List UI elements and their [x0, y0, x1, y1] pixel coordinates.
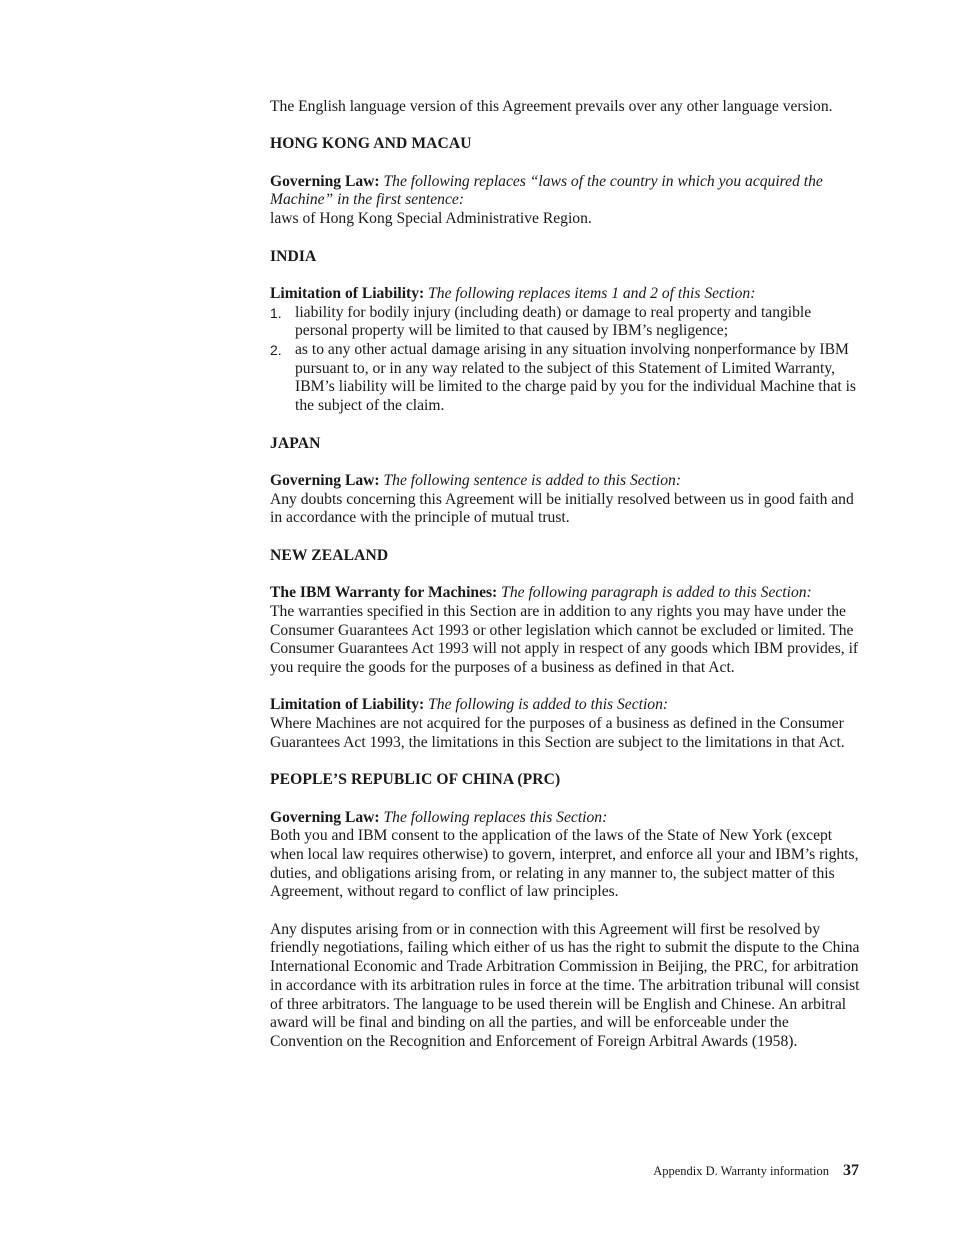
footer-section-title: Appendix D. Warranty information — [653, 1164, 829, 1178]
nz-liability-body: Where Machines are not acquired for the purposes of a business as defined in the Consumer Guarantees Act 1993, the limitations in this Section are subject to the limitations in that Act. — [270, 715, 845, 751]
list-item-text: as to any other actual damage arising in any situation involving nonperformance by IBM pursuant to, or in any way related to the subject of this Statement of Limited Warranty, IBM’s liability will be limited to the charge paid by you for the individual Machine that is the subject of the claim. — [295, 341, 856, 415]
hk-lead-bold: Governing Law: — [270, 172, 380, 190]
prc-heading: PEOPLE’S REPUBLIC OF CHINA (PRC) — [270, 771, 561, 789]
nz-liability-bold: Limitation of Liability: — [270, 696, 425, 714]
page-footer — [653, 1162, 859, 1180]
prc-body-1: Both you and IBM consent to the application of the laws of the State of New York (except when local law requires otherwise) to govern, interpret, and enforce all your and IBM’s rights, duties, and obligations arising from, or relating in any manner to, the subject matter of this Agreement, without regard to conflict of law principles. — [270, 827, 859, 901]
japan-lead-bold: Governing Law: — [270, 471, 380, 489]
hk-governing-law-lead — [270, 173, 862, 210]
india-liability-lead — [270, 285, 862, 304]
japan-heading: JAPAN — [270, 434, 321, 452]
list-item-number: 2. — [270, 342, 282, 359]
hk-heading: HONG KONG AND MACAU — [270, 135, 472, 153]
india-list — [270, 304, 862, 416]
japan-governing-law-lead — [270, 472, 862, 491]
document-body — [270, 98, 862, 1070]
intro-paragraph: The English language version of this Agreement prevails over any other language version. — [270, 98, 833, 115]
nz-warranty-italic: The following paragraph is added to this Section: — [501, 584, 812, 602]
prc-lead-italic: The following replaces this Section: — [383, 808, 608, 826]
india-heading: INDIA — [270, 247, 317, 265]
list-item-text: liability for bodily injury (including death) or damage to real property and tangible personal property will be limited to that caused by IBM’s negligence; — [295, 303, 812, 340]
nz-liability-lead — [270, 696, 862, 715]
page-number: 37 — [843, 1162, 859, 1179]
japan-lead-italic: The following sentence is added to this Section: — [383, 471, 682, 489]
india-lead-bold: Limitation of Liability: — [270, 284, 425, 302]
nz-warranty-lead — [270, 584, 862, 603]
prc-lead-bold: Governing Law: — [270, 808, 380, 826]
nz-warranty-bold: The IBM Warranty for Machines: — [270, 584, 498, 602]
list-item — [270, 304, 862, 341]
nz-warranty-body: The warranties specified in this Section are in addition to any rights you may have under the Consumer Guarantees Act 1993 or other legislation which cannot be excluded or limited. The Consumer Guarantees Act 1993 will not apply in respect of any goods which IBM provides, if you require the goods for the purposes of a business as defined in that Act. — [270, 602, 859, 676]
hk-body: laws of Hong Kong Special Administrative Region. — [270, 210, 592, 228]
nz-liability-italic: The following is added to this Section: — [428, 696, 669, 714]
nz-heading: NEW ZEALAND — [270, 546, 389, 564]
japan-body: Any doubts concerning this Agreement will be initially resolved between us in good faith and in accordance with the principle of mutual trust. — [270, 490, 854, 527]
prc-body-2: Any disputes arising from or in connection with this Agreement will first be resolved by friendly negotiations, failing which either of us has the right to submit the dispute to the China International Economic and Trade Arbitration Commission in Beijing, the PRC, for arbitration in accordance with its arbitration rules in force at the time. The arbitration tribunal will consist of three arbitrators. The language to be used therein will be English and Chinese. An arbitral award will be final and binding on all the parties, and will be enforceable under the Convention on the Recognition and Enforcement of Foreign Arbitral Awards (1958). — [270, 920, 860, 1050]
prc-governing-law-lead — [270, 809, 862, 828]
list-item-number: 1. — [270, 304, 282, 321]
list-item — [270, 341, 862, 416]
hk-lead-italic: The following replaces “laws of the country in which you acquired the Machine” in the first sentence: — [270, 172, 823, 209]
india-lead-italic: The following replaces items 1 and 2 of this Section: — [428, 284, 756, 302]
